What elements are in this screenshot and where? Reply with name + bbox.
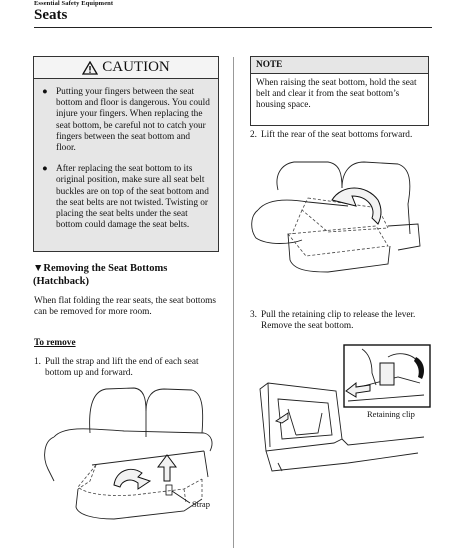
- step-text: Lift the rear of the seat bottoms forward.: [261, 130, 413, 140]
- caution-item-text: Putting your fingers between the seat bottom and floor is dangerous. You could injure your fingers. When replacing the seat bottom, be careful not to catch your fingers between the seat bottom and floor.: [56, 87, 210, 154]
- section-heading: ▼Removing the Seat Bottoms (Hatchback): [33, 263, 168, 287]
- step-3: [250, 310, 428, 332]
- caution-header: [34, 57, 218, 79]
- step-text: Pull the strap and lift the end of each seat bottom up and forward.: [45, 357, 199, 378]
- note-text: When raising the seat bottom, hold the seat belt and clear it from the seat bottom’s housing space.: [256, 78, 417, 110]
- bullet-icon: ●: [42, 164, 48, 175]
- step-number: 3.: [250, 310, 257, 320]
- intro-paragraph: When flat folding the rear seats, the seat bottoms can be removed for more room.: [34, 296, 217, 317]
- retaining-clip-label: Retaining clip: [367, 409, 415, 419]
- title-rule: [34, 27, 432, 28]
- lift-seat-illustration: [248, 160, 434, 290]
- caution-list: [34, 79, 218, 231]
- note-heading: NOTE: [251, 57, 428, 74]
- caution-item: [42, 87, 212, 154]
- caution-item-text: After replacing the seat bottom to its original position, make sure all seat belt buckles are on top of the seat bottom and the seat belts are not twisted. Twisting or placing the seat belts under the seat bottom could damage the seat belts.: [56, 164, 209, 231]
- bullet-icon: ●: [42, 87, 48, 97]
- step-2: [250, 130, 428, 141]
- step-text: Pull the retaining clip to release the lever. Remove the seat bottom.: [261, 310, 416, 331]
- step-number: 1.: [34, 357, 41, 367]
- note-box: [250, 56, 429, 126]
- step-1: [34, 357, 218, 379]
- page-title: Seats: [34, 7, 68, 23]
- column-divider: [233, 57, 234, 548]
- strap-label: Strap: [192, 499, 210, 509]
- warning-triangle-icon: [82, 61, 98, 75]
- step-number: 2.: [250, 130, 257, 140]
- caution-item: [42, 164, 212, 231]
- seat-strap-illustration: [34, 385, 226, 535]
- to-remove-subheading: To remove: [34, 338, 76, 348]
- caution-box: [33, 56, 219, 252]
- running-header: Essential Safety Equipment: [34, 0, 114, 7]
- caution-heading: CAUTION: [102, 59, 170, 75]
